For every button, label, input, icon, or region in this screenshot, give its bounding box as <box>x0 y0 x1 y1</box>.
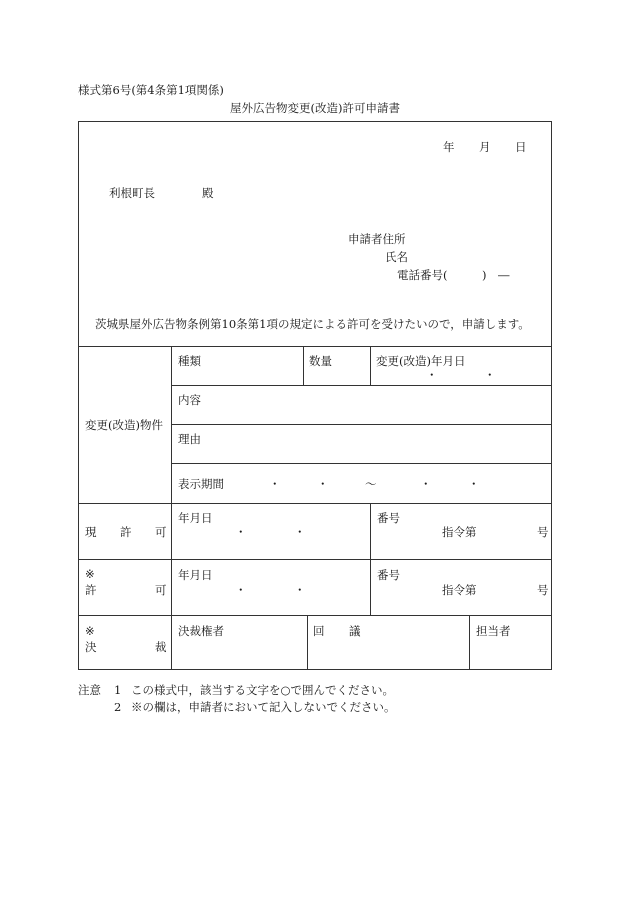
permit-date-dot: ・ <box>235 583 247 597</box>
decision-label: 裁 <box>155 640 167 654</box>
applicant-phone-label: 電話番号( ) ― <box>397 268 510 282</box>
permit-directive-prefix: 指令第 <box>442 583 477 597</box>
divider-object-section <box>79 503 551 504</box>
applicant-name-label: 氏名 <box>385 250 408 264</box>
quantity-label: 数量 <box>309 354 332 368</box>
circulation-label: 議 <box>349 624 361 638</box>
decision-authority-label: 決裁権者 <box>178 624 224 638</box>
note-text: ※の欄は，申請者において記入しないでください。 <box>131 700 396 714</box>
current-permit-directive-prefix: 指令第 <box>442 525 477 539</box>
label-column-divider <box>171 346 172 669</box>
change-date-dot: ・ <box>426 368 438 382</box>
permit-label: 許 <box>85 583 97 597</box>
divider-permit <box>79 615 551 616</box>
reason-label: 理由 <box>178 432 201 446</box>
honorific: 殿 <box>202 186 214 200</box>
circulation-label: 回 <box>313 624 325 638</box>
divider-type-row <box>171 385 551 386</box>
note-text: この様式中，該当する文字を○で囲んでください。 <box>131 683 395 697</box>
permit-number-label: 番号 <box>377 568 400 582</box>
addressee: 利根町長 <box>109 186 155 200</box>
application-form <box>78 121 552 670</box>
permit-date-label: 年月日 <box>178 568 213 582</box>
date-month-label: 月 <box>479 140 491 154</box>
application-statement: 茨城県屋外広告物条例第10条第1項の規定による許可を受けたいので，申請します。 <box>95 317 530 331</box>
date-day-label: 日 <box>515 140 527 154</box>
staff-label: 担当者 <box>476 624 511 638</box>
type-label: 種類 <box>178 354 201 368</box>
notes-heading: 注意 <box>78 683 101 697</box>
decision-label: 決 <box>85 640 97 654</box>
period-dot: ・ <box>420 477 432 491</box>
current-permit-directive-suffix: 号 <box>537 525 549 539</box>
current-permit-number-label: 番号 <box>377 511 400 525</box>
divider-content-row <box>171 424 551 425</box>
form-title: 屋外広告物変更(改造)許可申請書 <box>230 101 400 115</box>
office-use-mark: ※ <box>85 624 95 638</box>
current-permit-date-label: 年月日 <box>178 511 213 525</box>
current-permit-date-dot: ・ <box>235 525 247 539</box>
current-permit-label: 現 <box>85 525 97 539</box>
current-permit-date-dot: ・ <box>294 525 306 539</box>
note-number: 1 <box>114 683 122 697</box>
current-permit-label: 許 <box>120 525 132 539</box>
divider-type-quantity <box>303 346 304 385</box>
period-dot: ・ <box>317 477 329 491</box>
form-number: 様式第6号(第4条第1項関係) <box>78 83 224 97</box>
divider-date-number <box>370 503 371 615</box>
display-period-label: 表示期間 <box>178 477 224 491</box>
divider-current-permit <box>79 559 551 560</box>
permit-label: 可 <box>155 583 167 597</box>
change-date-dot: ・ <box>484 368 496 382</box>
period-separator: ～ <box>365 477 377 491</box>
content-label: 内容 <box>178 393 201 407</box>
current-permit-label: 可 <box>155 525 167 539</box>
date-year-label: 年 <box>443 140 455 154</box>
change-date-label: 変更(改造)年月日 <box>376 354 466 368</box>
permit-directive-suffix: 号 <box>537 583 549 597</box>
object-row-label: 変更(改造)物件 <box>85 418 163 432</box>
applicant-address-label: 申請者住所 <box>348 232 406 246</box>
period-dot: ・ <box>269 477 281 491</box>
divider-circulation-staff <box>469 615 470 669</box>
note-number: 2 <box>114 700 122 714</box>
divider-authority-circulation <box>307 615 308 669</box>
divider-reason-row <box>171 463 551 464</box>
permit-date-dot: ・ <box>294 583 306 597</box>
period-dot: ・ <box>468 477 480 491</box>
office-use-mark: ※ <box>85 567 95 581</box>
divider-quantity-date <box>370 346 371 385</box>
divider-top-section <box>79 346 551 347</box>
